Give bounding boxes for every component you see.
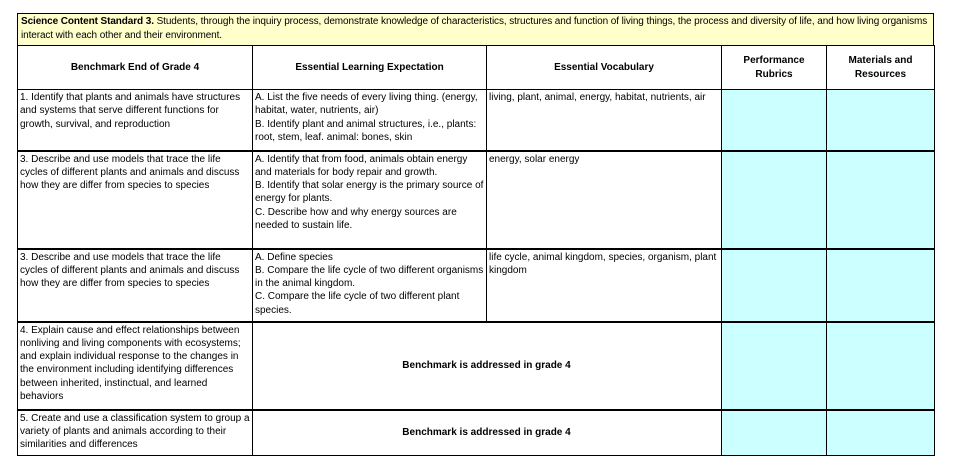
rubrics-cell[interactable] xyxy=(722,410,827,456)
expectation-item: B. Identify plant and animal structures, i.e., plants: root, stem, leaf. animal: bones, skin xyxy=(255,118,477,143)
standard-text: Students, through the inquiry process, demonstrate knowledge of characteristics, structures and function of living things, the process and diversity of life, and how living organisms interact with each other and their environment. xyxy=(21,16,928,41)
benchmark-cell: 5. Create and use a classification system to group a variety of plants and animals according to their similarities and differences xyxy=(18,410,253,456)
rubrics-cell[interactable] xyxy=(722,151,827,249)
expectation-item: A. Define species xyxy=(255,251,333,263)
table-row xyxy=(18,90,935,151)
materials-cell[interactable] xyxy=(827,151,935,249)
benchmark-cell: 4. Explain cause and effect relationships between nonliving and living components with ecosystems; and explain individual response to the changes in the environment including identifying differences between inherited, instinctual, and learned behaviors xyxy=(18,322,253,410)
materials-cell[interactable] xyxy=(827,322,935,410)
standard-banner xyxy=(17,13,934,46)
vocabulary-cell: living, plant, animal, energy, habitat, nutrients, air xyxy=(487,90,722,151)
table-row xyxy=(18,322,935,410)
materials-header: Materials and Resources xyxy=(827,46,935,90)
vocabulary-cell: life cycle, animal kingdom, species, organism, plant kingdom xyxy=(487,249,722,322)
expectation-item: A. List the five needs of every living thing. (energy, habitat, water, nutrients, air) xyxy=(255,92,478,117)
table-row xyxy=(18,410,935,456)
addressed-note: Benchmark is addressed in grade 4 xyxy=(253,322,722,410)
materials-cell[interactable] xyxy=(827,90,935,151)
benchmark-cell: 1. Identify that plants and animals have structures and systems that serve different functions for growth, survival, and reproduction xyxy=(18,90,253,151)
expectation-item: C. Describe how and why energy sources are needed to sustain life. xyxy=(255,206,457,231)
materials-cell[interactable] xyxy=(827,249,935,322)
rubrics-header: Performance Rubrics xyxy=(722,46,827,90)
expectation-cell xyxy=(253,90,487,151)
standard-label: Science Content Standard 3. xyxy=(21,16,154,27)
expectation-item: A. Identify that from food, animals obtain energy and materials for body repair and growth. xyxy=(255,153,468,178)
benchmark-cell: 3. Describe and use models that trace the life cycles of different plants and animals and discuss how they are differ from species to species xyxy=(18,249,253,322)
header-row xyxy=(18,46,935,90)
vocabulary-cell: energy, solar energy xyxy=(487,151,722,249)
benchmark-cell: 3. Describe and use models that trace the life cycles of different plants and animals and discuss how they are differ from species to species xyxy=(18,151,253,249)
standards-sheet xyxy=(17,13,934,456)
addressed-note: Benchmark is addressed in grade 4 xyxy=(253,410,722,456)
table-row xyxy=(18,249,935,322)
vocabulary-header: Essential Vocabulary xyxy=(487,46,722,90)
expectation-item: B. Compare the life cycle of two different organisms in the animal kingdom. xyxy=(255,264,484,290)
rubrics-cell[interactable] xyxy=(722,249,827,322)
benchmark-header: Benchmark End of Grade 4 xyxy=(18,46,253,90)
expectation-item: C. Compare the life cycle of two different plant species. xyxy=(255,291,460,316)
table-row xyxy=(18,151,935,249)
benchmark-table xyxy=(17,45,935,456)
expectation-item: B. Identify that solar energy is the primary source of energy for plants. xyxy=(255,180,484,205)
expectation-cell xyxy=(253,151,487,249)
expectation-header: Essential Learning Expectation xyxy=(253,46,487,90)
expectation-cell xyxy=(253,249,487,322)
rubrics-cell[interactable] xyxy=(722,322,827,410)
materials-cell[interactable] xyxy=(827,410,935,456)
rubrics-cell[interactable] xyxy=(722,90,827,151)
